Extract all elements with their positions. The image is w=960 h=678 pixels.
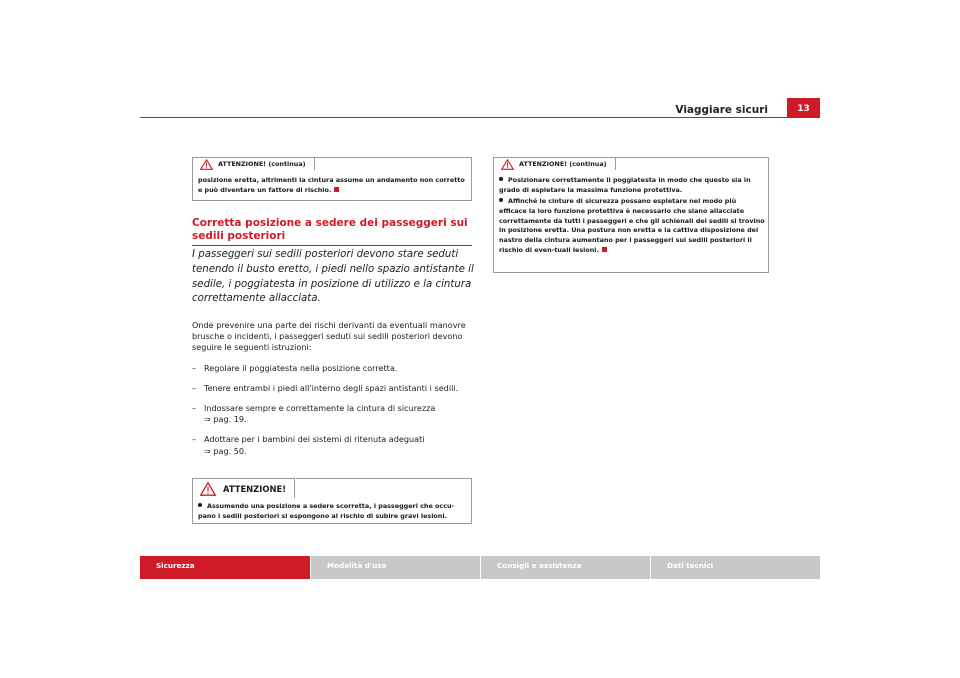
- warning-text: Posizionare correttamente il poggiatesta in modo che questo sia in grado di espletare la massima funzione protettiva.: [499, 176, 751, 194]
- warning-triangle-icon: [501, 159, 514, 170]
- list-item: [192, 363, 474, 374]
- end-mark-icon: [334, 187, 339, 192]
- warning-triangle-icon: [200, 482, 216, 496]
- list-item-text: Tenere entrambi i piedi all'interno degli spazi antistanti i sedili.: [204, 382, 459, 393]
- footer-tab-dati-tecnici[interactable]: Dati tecnici: [650, 556, 820, 579]
- footer-nav: [140, 556, 820, 579]
- dash-marker: –: [192, 382, 197, 393]
- warning-text: Assumendo una posizione a sedere scorretta, i passeggeri che occu-pano i sedili posteriori si espongono al rischio di subire gravi lesioni.: [198, 502, 455, 520]
- list-item-text: Indossare sempre e correttamente la cintura di sicurezza: [204, 403, 436, 414]
- warning-box-continued-left: [192, 157, 472, 201]
- list-item: [192, 434, 474, 456]
- warning-label: ATTENZIONE!: [223, 484, 287, 494]
- page-reference-link[interactable]: ⇒ pag. 50.: [204, 445, 247, 456]
- warning-body: [198, 176, 468, 196]
- warning-text: Affinché le cinture di sicurezza possano espletare nel modo più efficace la loro funzione protettiva è necessario che siano allacciate correttamente da tutti i passeggeri e che gli schienali dei sedili si trovino in posizione eretta. Una postura non eretta e la cattiva disposizione del nastro della cintura aumentano per i passeggeri sui sedili posteriori il rischio di even-tuali lesioni.: [499, 197, 765, 255]
- section-intro: Onde prevenire una parte dei rischi derivanti da eventuali manovre brusche o incidenti, i passeggeri seduti sui sedili posteriori devono seguire le seguenti istruzioni:: [192, 320, 466, 353]
- list-item: [499, 176, 765, 196]
- dash-marker: –: [192, 362, 197, 373]
- dash-marker: –: [192, 434, 197, 445]
- list-item: [192, 403, 474, 425]
- footer-tab-sicurezza[interactable]: Sicurezza: [140, 556, 310, 579]
- end-mark-icon: [602, 247, 607, 252]
- list-item: [192, 383, 474, 394]
- bullet-icon: [198, 503, 202, 507]
- dash-marker: –: [192, 403, 197, 414]
- bullet-icon: [499, 198, 503, 202]
- list-item-text: Regolare il poggiatesta nella posizione corretta.: [204, 362, 398, 373]
- header-divider: [140, 117, 820, 118]
- section-divider: [192, 245, 472, 246]
- page-header-title: Viaggiare sicuri: [675, 104, 768, 116]
- warning-body: [198, 502, 470, 522]
- page-number-badge: 13: [787, 98, 820, 118]
- list-item: [499, 197, 765, 256]
- warning-body: [499, 176, 765, 257]
- warning-box-continued-right: [493, 157, 769, 273]
- warning-label: ATTENZIONE! (continua): [218, 160, 306, 168]
- section-body: [192, 320, 474, 466]
- footer-tab-modalita-uso[interactable]: Modalità d'uso: [310, 556, 480, 579]
- bullet-icon: [499, 177, 503, 181]
- warning-tab: [193, 478, 295, 498]
- list-item-text: Adottare per i bambini dei sistemi di ritenuta adeguati: [204, 434, 425, 445]
- section-title: Corretta posizione a sedere dei passeggeri sui sedili posteriori: [192, 217, 468, 242]
- warning-box-main: [192, 478, 472, 524]
- warning-tab: [193, 157, 315, 170]
- footer-tab-consigli-assistenza[interactable]: Consigli e assistenza: [480, 556, 650, 579]
- section-lead: I passeggeri sui sedili posteriori devono stare seduti tenendo il busto eretto, i piedi nello spazio antistante il sedile, i poggiatesta in posizione di utilizzo e la cintura correttamente allacciata.: [192, 249, 474, 305]
- page-reference-link[interactable]: ⇒ pag. 19.: [204, 414, 247, 425]
- warning-label: ATTENZIONE! (continua): [519, 160, 607, 168]
- warning-triangle-icon: [200, 159, 213, 170]
- warning-tab: [494, 157, 616, 170]
- warning-text: posizione eretta, altrimenti la cintura assume un andamento non corretto e può diventare un fattore di rischio.: [198, 176, 465, 194]
